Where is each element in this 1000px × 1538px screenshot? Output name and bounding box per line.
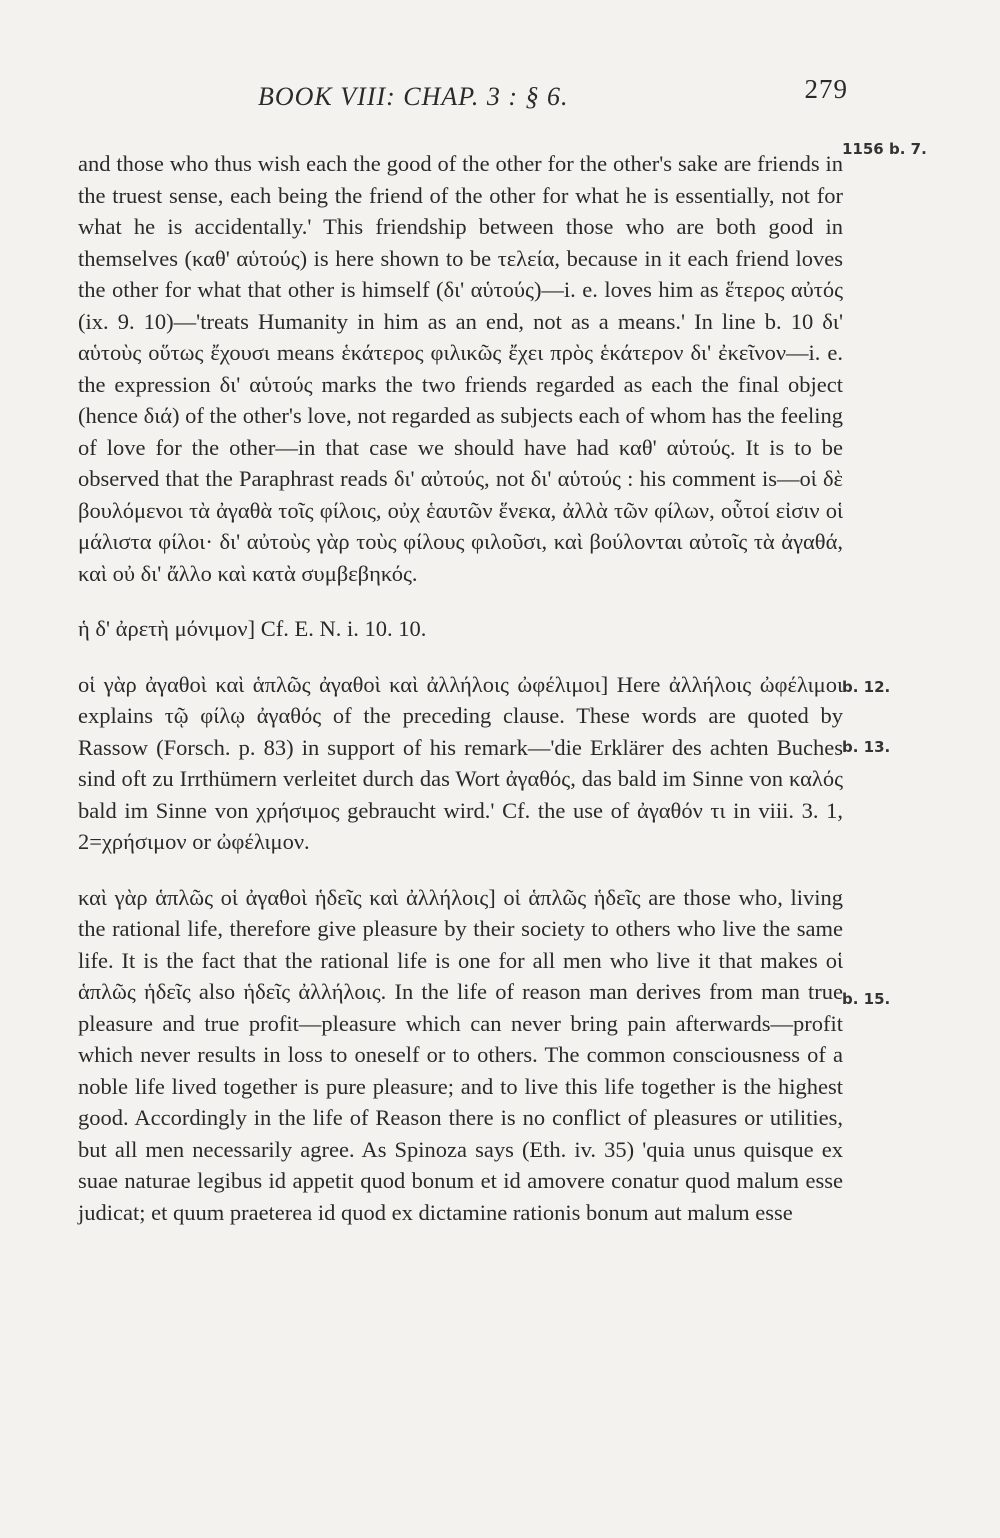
page-number: 279 bbox=[804, 74, 848, 104]
paragraph-3: οἱ γὰρ ἀγαθοὶ καὶ ἁπλῶς ἀγαθοὶ καὶ ἀλλήλοις ὠφέλιμοι] Here ἀλλήλοις ὠφέλιμοι explains τῷ φίλῳ ἀγαθός of the preceding clause. These words are quoted by Rassow (Forsch. p. 83) in support of his remark—'die Erklärer des achten Buches sind oft zu Irrthümern verleitet durch das Wort ἀγαθός, das bald im Sinne von καλός bald im Sinne von χρήσιμος gebraucht wird.' Cf. the use of ἀγαθόν τι in viii. 3. 1, 2=χρήσιμον or ὠφέλιμον. bbox=[78, 671, 843, 854]
margin-ref-4: b. 15. bbox=[842, 990, 891, 1008]
paragraph-2: ἡ δ' ἀρετὴ μόνιμον] Cf. E. N. i. 10. 10. bbox=[78, 616, 427, 641]
commentary-text bbox=[78, 148, 843, 1228]
margin-ref-3: b. 13. bbox=[842, 738, 891, 756]
paragraph-1: and those who thus wish each the good of the other for the other's sake are friends in the truest sense, each being the friend of the other for what he is essentially, not for what he is accidentally.' This friendship between those who are both good in themselves (καθ' αὑτούς) is here shown to be τελεία, because in it each friend loves the other for what that other is himself (δι' αὑτούς)—i. e. loves him as ἕτερος αὐτός (ix. 9. 10)—'treats Humanity in him as an end, not as a means.' In line b. 10 δι' αὑτοὺς οὕτως ἔχουσι means ἑκάτερος φιλικῶς ἔχει πρὸς ἑκάτερον δι' ἐκεῖνον—i. e. the expression δι' αὑτούς marks the two friends regarded as each the final object (hence διά) of the other's love, not regarded as subjects each of whom has the feeling of love for the other—in that case we should have had καθ' αὑτούς. It is to be observed that the Paraphrast reads δι' αὐτούς, not δι' αὑτούς : his comment is—οἱ δὲ βουλόμενοι τὰ ἀγαθὰ τοῖς φίλοις, οὐχ ἑαυτῶν ἕνεκα, ἀλλὰ τῶν φίλων, οὗτοί εἰσιν οἱ μάλιστα φίλοι· δι' αὐτοὺς γὰρ τοὺς φίλους φιλοῦσι, καὶ βούλονται αὐτοῖς τὰ ἀγαθά, καὶ οὐ δι' ἄλλο καὶ κατὰ συμβεβηκός. bbox=[78, 151, 843, 586]
running-header bbox=[258, 74, 848, 114]
margin-ref-1: 1156 b. 7. bbox=[842, 140, 927, 158]
paragraph-4: καὶ γὰρ ἁπλῶς οἱ ἀγαθοὶ ἡδεῖς καὶ ἀλλήλοις] οἱ ἁπλῶς ἡδεῖς are those who, living the rational life, therefore give pleasure by their society to others who live the same life. It is the fact that the rational life is one for all men who live it that makes οἱ ἁπλῶς ἡδεῖς also ἡδεῖς ἀλλήλοις. In the life of reason man derives from man true pleasure and true profit—pleasure which can never bring pain afterwards—profit which never results in loss to oneself or to others. The common consciousness of a noble life lived together is pure pleasure; and to live this life together is the highest good. Accordingly in the life of Reason there is no conflict of pleasures or utilities, but all men necessarily agree. As Spinoza says (Eth. iv. 35) 'quia unus quisque ex suae naturae legibus id appetit quod bonum et id amovere conatur quod malum esse judicat; et quum praeterea id quod ex dictamine rationis bonum aut malum esse bbox=[78, 884, 843, 1225]
margin-ref-2: b. 12. bbox=[842, 678, 891, 696]
header-title: BOOK VIII: CHAP. 3 : § 6. bbox=[258, 82, 569, 111]
